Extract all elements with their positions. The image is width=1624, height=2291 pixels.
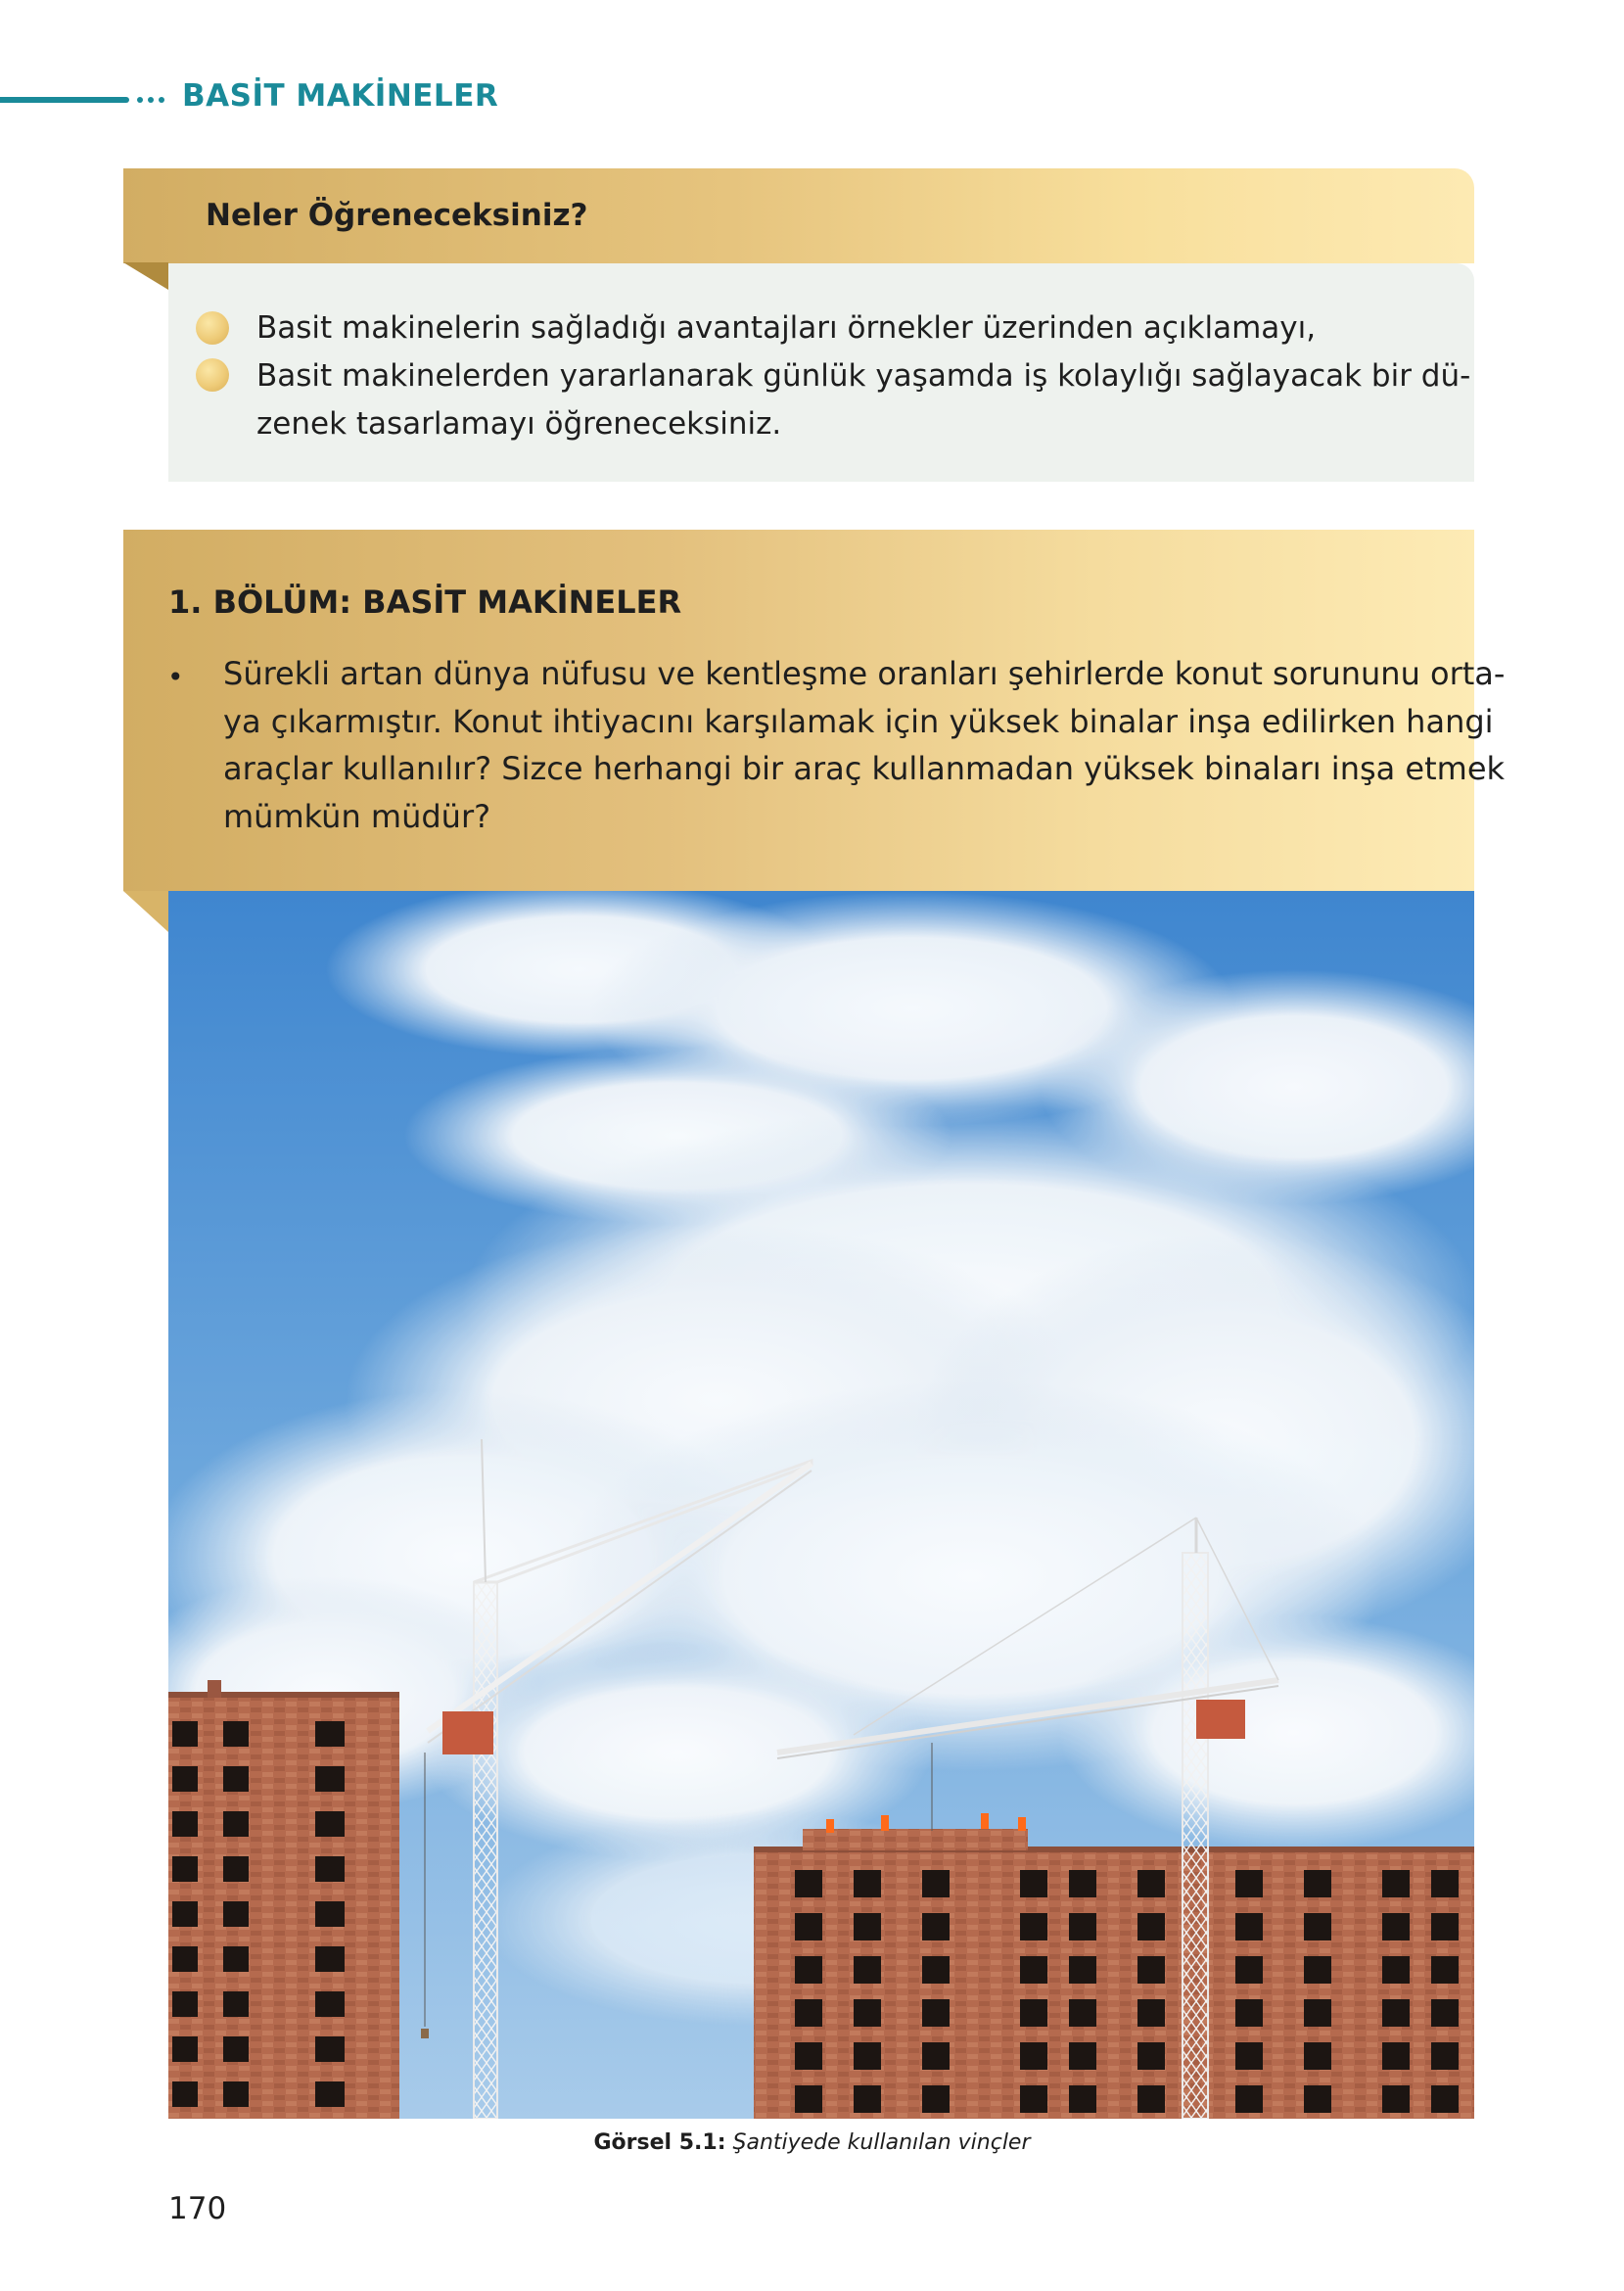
window <box>1235 1956 1263 1984</box>
objective-item-continuation: zenek tasarlamayı öğreneceksiniz. <box>256 406 782 442</box>
window <box>854 1870 881 1897</box>
window <box>1304 1999 1331 2027</box>
text-line: mümkün müdür? <box>223 797 491 835</box>
section-title: 1. BÖLÜM: BASİT MAKİNELER <box>168 584 682 621</box>
gold-bullet-icon <box>196 311 229 345</box>
window <box>1304 2085 1331 2113</box>
window <box>315 2036 345 2062</box>
window <box>315 1811 345 1837</box>
window <box>795 1956 822 1984</box>
window <box>1431 1870 1459 1897</box>
window <box>223 2081 249 2107</box>
objective-item: Basit makinelerin sağladığı avantajları örnekler üzerinden açıklamayı, <box>256 310 1317 346</box>
window <box>1069 2085 1096 2113</box>
window <box>854 2085 881 2113</box>
window <box>854 1956 881 1984</box>
window <box>795 2042 822 2070</box>
construction-cranes-photo <box>168 891 1474 2119</box>
gold-bullet-icon <box>196 358 229 392</box>
objectives-heading: Neler Öğreneceksiniz? <box>206 198 588 233</box>
window <box>795 1999 822 2027</box>
window <box>172 1811 198 1837</box>
window <box>223 1856 249 1882</box>
window <box>1235 1913 1263 1940</box>
text-line: Sürekli artan dünya nüfusu ve kentleşme oranları şehirlerde konut sorununu orta- <box>223 655 1506 692</box>
window <box>1382 2042 1410 2070</box>
window <box>172 1766 198 1792</box>
window <box>223 1766 249 1792</box>
window <box>1304 2042 1331 2070</box>
window <box>315 1991 345 2017</box>
objectives-header <box>123 168 1474 263</box>
header-rule <box>0 97 129 103</box>
window <box>1431 1956 1459 1984</box>
window <box>1020 1956 1047 1984</box>
window <box>1235 1999 1263 2027</box>
window <box>172 1856 198 1882</box>
window <box>795 1870 822 1897</box>
window <box>172 2081 198 2107</box>
window <box>223 2036 249 2062</box>
window <box>315 1766 345 1792</box>
window <box>1020 1999 1047 2027</box>
window <box>1235 2085 1263 2113</box>
window <box>223 1901 249 1927</box>
window <box>172 2036 198 2062</box>
window <box>1137 1913 1165 1940</box>
bullet-dot: • <box>167 661 184 693</box>
window <box>1431 1999 1459 2027</box>
window <box>223 1991 249 2017</box>
window <box>1020 1870 1047 1897</box>
window <box>172 1721 198 1747</box>
figure-caption-text: Şantiyede kullanılan vinçler <box>732 2130 1031 2155</box>
window <box>1235 1870 1263 1897</box>
window <box>1235 2042 1263 2070</box>
window <box>315 1901 345 1927</box>
window <box>922 1870 950 1897</box>
window <box>223 1811 249 1837</box>
window <box>922 2085 950 2113</box>
window <box>1431 2085 1459 2113</box>
window <box>1069 1913 1096 1940</box>
window <box>1382 1870 1410 1897</box>
window <box>1304 1870 1331 1897</box>
ribbon-fold <box>123 262 168 290</box>
window <box>922 1913 950 1940</box>
window <box>315 1721 345 1747</box>
window <box>854 2042 881 2070</box>
window <box>1431 2042 1459 2070</box>
window <box>1137 1999 1165 2027</box>
window <box>1382 2085 1410 2113</box>
window <box>922 1956 950 1984</box>
window <box>1137 1870 1165 1897</box>
window <box>1020 2042 1047 2070</box>
window <box>1382 1956 1410 1984</box>
window <box>1069 1870 1096 1897</box>
window <box>1382 1913 1410 1940</box>
window <box>922 1999 950 2027</box>
window <box>172 1991 198 2017</box>
window <box>172 1901 198 1927</box>
running-header-title: BASİT MAKİNELER <box>182 78 499 114</box>
window <box>223 1946 249 1972</box>
header-dots <box>137 94 176 106</box>
window <box>1382 1999 1410 2027</box>
window <box>1431 1913 1459 1940</box>
text-line: araçlar kullanılır? Sizce herhangi bir araç kullanmadan yüksek binaları inşa etmek <box>223 750 1506 787</box>
window <box>1069 2042 1096 2070</box>
window <box>1069 1956 1096 1984</box>
window <box>1020 1913 1047 1940</box>
window <box>854 1913 881 1940</box>
window <box>1304 1956 1331 1984</box>
left-building <box>168 1680 399 2119</box>
window <box>315 1946 345 1972</box>
window <box>795 1913 822 1940</box>
window <box>223 1721 249 1747</box>
section-question-text <box>223 650 1505 840</box>
ribbon-fold <box>123 891 168 932</box>
text-line: ya çıkarmıştır. Konut ihtiyacını karşılamak için yüksek binalar inşa edilirken hangi <box>223 702 1494 740</box>
page-number: 170 <box>168 2191 227 2226</box>
window <box>315 1856 345 1882</box>
window <box>1137 2042 1165 2070</box>
figure-label: Görsel 5.1: <box>593 2130 726 2155</box>
window <box>1304 1913 1331 1940</box>
window <box>315 2081 345 2107</box>
window <box>172 1946 198 1972</box>
window <box>922 2042 950 2070</box>
window <box>854 1999 881 2027</box>
window <box>1137 2085 1165 2113</box>
window <box>1137 1956 1165 1984</box>
objective-item: Basit makinelerden yararlanarak günlük yaşamda iş kolaylığı sağlayacak bir dü- <box>256 358 1471 394</box>
window <box>1069 1999 1096 2027</box>
window <box>795 2085 822 2113</box>
window <box>1020 2085 1047 2113</box>
figure-caption <box>0 2130 1624 2155</box>
